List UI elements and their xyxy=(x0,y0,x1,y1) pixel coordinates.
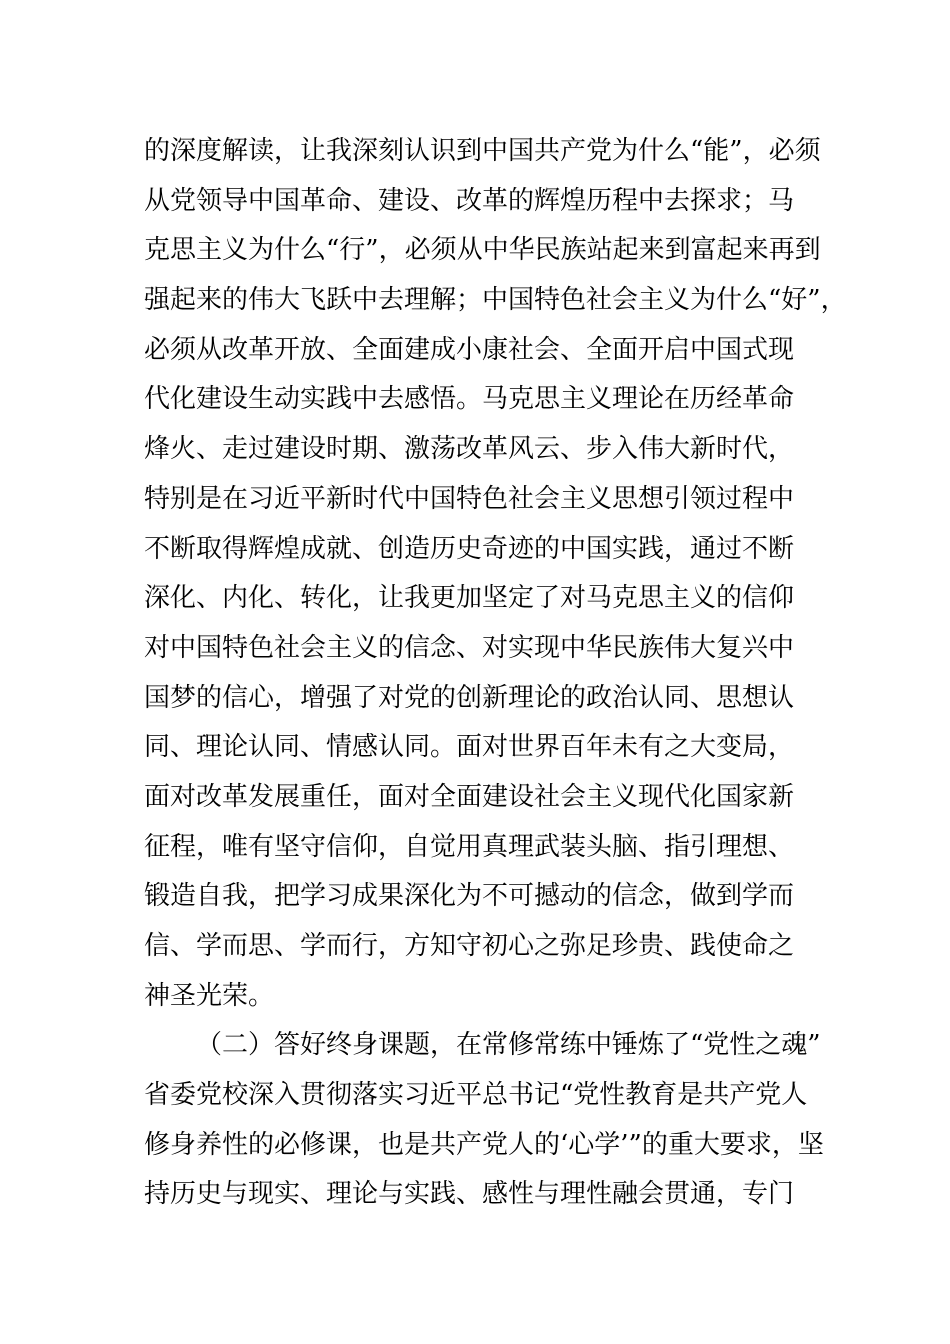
text-line: 神圣光荣。 xyxy=(144,980,275,1011)
text-line: 烽火、走过建设时期、激荡改革风云、步入伟大新时代， xyxy=(144,434,795,465)
text-line: 省委党校深入贯彻落实习近平总书记“党性教育是共产党人 xyxy=(144,1080,808,1111)
text-line: 国梦的信心，增强了对党的创新理论的政治认同、思想认 xyxy=(144,682,795,713)
text-line: 必须从改革开放、全面建成小康社会、全面开启中国式现 xyxy=(144,334,795,365)
text-line: 同、理论认同、情感认同。面对世界百年未有之大变局， xyxy=(144,732,795,763)
text-line: 持历史与现实、理论与实践、感性与理性融会贯通，专门 xyxy=(144,1179,795,1210)
text-line: 信、学而思、学而行，方知守初心之弥足珍贵、践使命之 xyxy=(144,931,795,961)
text-line: 的深度解读，让我深刻认识到中国共产党为什么“能”，必须 xyxy=(144,136,821,166)
text-line: 锻造自我，把学习成果深化为不可撼动的信念，做到学而 xyxy=(144,881,795,912)
section-heading: （二）答好终身课题，在常修常练中锤炼了“党性之魂” xyxy=(196,1030,821,1061)
text-line: 强起来的伟大飞跃中去理解；中国特色社会主义为什么“好”， xyxy=(144,285,847,316)
text-line: 深化、内化、转化，让我更加坚定了对马克思主义的信仰 xyxy=(144,583,795,614)
text-line: 克思主义为什么“行”，必须从中华民族站起来到富起来再到 xyxy=(144,235,821,266)
text-line: 征程，唯有坚守信仰，自觉用真理武装头脑、指引理想、 xyxy=(144,831,795,862)
text-line: 对中国特色社会主义的信念、对实现中华民族伟大复兴中 xyxy=(144,632,795,663)
text-line: 从党领导中国革命、建设、改革的辉煌历程中去探求；马 xyxy=(144,185,795,216)
text-line: 代化建设生动实践中去感悟。马克思主义理论在历经革命 xyxy=(144,384,795,415)
text-line: 不断取得辉煌成就、创造历史奇迹的中国实践，通过不断 xyxy=(144,533,795,564)
text-line: 修身养性的必修课，也是共产党人的‘心学’”的重大要求，坚 xyxy=(144,1129,824,1160)
text-line: 特别是在习近平新时代中国特色社会主义思想引领过程中 xyxy=(144,483,795,514)
text-line: 面对改革发展重任，面对全面建设社会主义现代化国家新 xyxy=(144,781,795,812)
body-text xyxy=(144,127,847,1220)
